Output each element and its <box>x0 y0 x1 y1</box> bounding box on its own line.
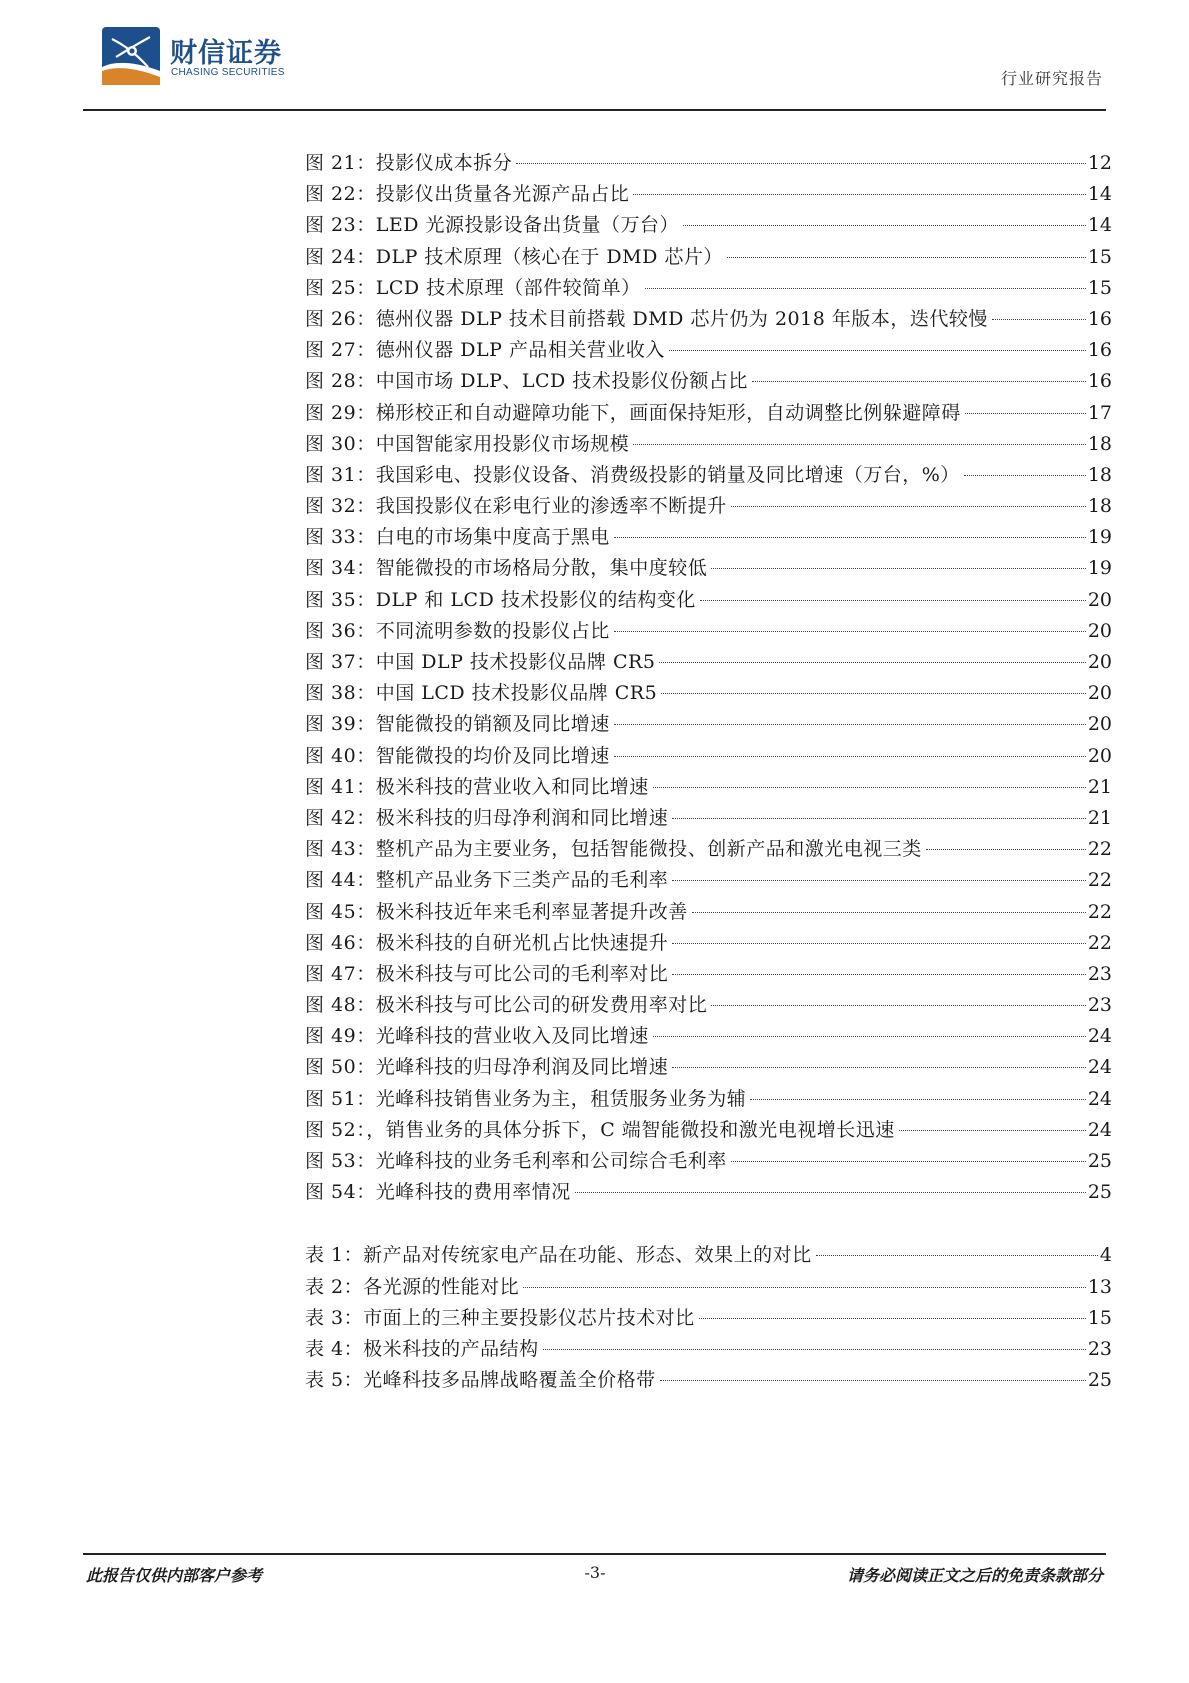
dot-leader <box>516 163 1086 164</box>
table-toc-entry[interactable] <box>305 1272 1112 1303</box>
toc-entry-label: 图 30：中国智能家用投影仪市场规模 <box>305 432 630 455</box>
dot-leader <box>899 1130 1086 1131</box>
dot-leader <box>683 225 1086 226</box>
toc-entry-label: 表 4：极米科技的产品结构 <box>305 1337 539 1360</box>
table-index <box>305 1240 1112 1396</box>
toc-entry-label: 图 32：我国投影仪在彩电行业的渗透率不断提升 <box>305 495 727 518</box>
dot-leader <box>672 943 1086 944</box>
figure-toc-entry[interactable] <box>305 1115 1112 1146</box>
figure-toc-entry[interactable] <box>305 678 1112 709</box>
figure-toc-entry[interactable] <box>305 179 1112 210</box>
figure-toc-entry[interactable] <box>305 304 1112 335</box>
toc-entry-label: 表 2：各光源的性能对比 <box>305 1275 520 1298</box>
toc-entry-page: 16 <box>1087 339 1112 362</box>
toc-entry-page: 15 <box>1087 245 1112 268</box>
footer-disclaimer-left: 此报告仅供内部客户参考 <box>86 1566 263 1585</box>
toc-entry-page: 16 <box>1087 370 1112 393</box>
figure-toc-entry[interactable] <box>305 834 1112 865</box>
toc-entry-page: 4 <box>1099 1244 1112 1267</box>
dot-leader <box>699 1318 1086 1319</box>
figure-toc-entry[interactable] <box>305 429 1112 460</box>
toc-entry-page: 24 <box>1087 1118 1112 1141</box>
dot-leader <box>672 1067 1086 1068</box>
toc-entry-label: 图 31：我国彩电、投影仪设备、消费级投影的销量及同比增速（万台，%） <box>305 463 960 486</box>
dot-leader <box>731 506 1086 507</box>
figure-toc-entry[interactable] <box>305 928 1112 959</box>
toc-entry-page: 17 <box>1087 401 1112 424</box>
footer-disclaimer-right: 请务必阅读正文之后的免责条款部分 <box>846 1566 1103 1585</box>
toc-entry-page: 24 <box>1087 1087 1112 1110</box>
figure-toc-entry[interactable] <box>305 460 1112 491</box>
brand-logo <box>102 27 302 87</box>
toc-entry-label: 图 45：极米科技近年来毛利率显著提升改善 <box>305 900 688 923</box>
dot-leader <box>659 662 1085 663</box>
toc-entry-label: 图 48：极米科技与可比公司的研发费用率对比 <box>305 994 708 1017</box>
toc-entry-page: 23 <box>1087 962 1112 985</box>
figure-toc-entry[interactable] <box>305 366 1112 397</box>
toc-entry-page: 20 <box>1087 651 1112 673</box>
dot-leader <box>965 413 1086 414</box>
toc-entry-label: 图 42：极米科技的归母净利润和同比增速 <box>305 806 669 829</box>
figure-toc-entry[interactable] <box>305 741 1112 772</box>
toc-entry-label: 图 49：光峰科技的营业收入及同比增速 <box>305 1025 649 1048</box>
figure-toc-entry[interactable] <box>305 148 1112 179</box>
dot-leader <box>926 849 1086 850</box>
toc-entry-label: 图 24：DLP 技术原理（核心在于 DMD 芯片） <box>305 245 723 268</box>
toc-entry-page: 15 <box>1087 1306 1112 1329</box>
figure-toc-entry[interactable] <box>305 1146 1112 1177</box>
dot-leader <box>711 1005 1086 1006</box>
toc-entry-page: 18 <box>1087 463 1112 486</box>
toc-entry-page: 14 <box>1087 214 1112 237</box>
toc-entry-page: 24 <box>1087 1056 1112 1079</box>
section-gap <box>305 1208 1112 1240</box>
table-toc-entry[interactable] <box>305 1303 1112 1334</box>
footer-divider <box>83 1553 1106 1555</box>
dot-leader <box>653 1036 1086 1037</box>
figure-toc-entry[interactable] <box>305 242 1112 273</box>
brand-name-cn: 财信证券 <box>170 38 282 69</box>
table-toc-entry[interactable] <box>305 1334 1112 1365</box>
dot-leader <box>700 600 1086 601</box>
toc-entry-page: 19 <box>1087 557 1112 580</box>
toc-entry-label: 表 1：新产品对传统家电产品在功能、形态、效果上的对比 <box>305 1244 812 1267</box>
dot-leader <box>523 1287 1086 1288</box>
toc-entry-label: 图 28：中国市场 DLP、LCD 技术投影仪份额占比 <box>305 370 748 393</box>
toc-entry-label: 图 38：中国 LCD 技术投影仪品牌 CR5 <box>305 682 658 705</box>
table-toc-entry[interactable] <box>305 1365 1112 1396</box>
figure-toc-entry[interactable] <box>305 398 1112 429</box>
toc-entry-label: 图 52：，销售业务的具体分拆下，C 端智能微投和激光电视增长迅速 <box>305 1118 895 1141</box>
dot-leader <box>653 787 1086 788</box>
toc-entry-page: 21 <box>1087 775 1112 798</box>
figure-toc-entry[interactable] <box>305 210 1112 241</box>
toc-entry-label: 表 3：市面上的三种主要投影仪芯片技术对比 <box>305 1306 695 1329</box>
figure-toc-entry[interactable] <box>305 990 1112 1021</box>
toc-entry-page: 18 <box>1087 495 1112 518</box>
figure-toc-entry[interactable] <box>305 803 1112 834</box>
toc-entry-page: 22 <box>1087 869 1112 892</box>
toc-entry-page: 22 <box>1087 838 1112 861</box>
chasing-securities-logo-icon <box>102 27 160 85</box>
toc-entry-page: 25 <box>1087 1369 1112 1392</box>
brand-name-en: CHASING SECURITIES <box>171 67 285 78</box>
toc-entry-label: 图 39：智能微投的销额及同比增速 <box>305 713 610 736</box>
dot-leader <box>672 974 1086 975</box>
toc-entry-label: 表 5：光峰科技多品牌战略覆盖全价格带 <box>305 1369 656 1392</box>
toc-entry-label: 图 36：不同流明参数的投影仪占比 <box>305 619 610 642</box>
dot-leader <box>731 1161 1086 1162</box>
figure-toc-entry[interactable] <box>305 1021 1112 1052</box>
page-header <box>0 0 1189 112</box>
toc-entry-label: 图 43：整机产品为主要业务，包括智能微投、创新产品和激光电视三类 <box>305 838 922 861</box>
dot-leader <box>727 257 1086 258</box>
figure-toc-entry[interactable] <box>305 335 1112 366</box>
toc-entry-label: 图 26：德州仪器 DLP 技术目前搭载 DMD 芯片仍为 2018 年版本，迭代较慢 <box>305 307 988 330</box>
dot-leader <box>750 1099 1086 1100</box>
dot-leader <box>614 756 1086 757</box>
figure-toc-entry[interactable] <box>305 647 1112 678</box>
figure-toc-entry[interactable] <box>305 273 1112 304</box>
toc-entry-label: 图 51：光峰科技销售业务为主，租赁服务业务为辅 <box>305 1087 747 1110</box>
dot-leader <box>669 350 1086 351</box>
toc-entry-label: 图 33：白电的市场集中度高于黑电 <box>305 526 610 549</box>
toc-entry-page: 16 <box>1087 307 1112 330</box>
toc-entry-page: 20 <box>1087 744 1112 767</box>
dot-leader <box>543 1349 1086 1350</box>
toc-entry-label: 图 35：DLP 和 LCD 技术投影仪的结构变化 <box>305 588 696 611</box>
dot-leader <box>614 724 1086 725</box>
toc-entry-page: 18 <box>1087 432 1112 455</box>
figure-index <box>305 148 1112 1208</box>
dot-leader <box>964 475 1086 476</box>
dot-leader <box>575 1192 1086 1193</box>
figure-toc-entry[interactable] <box>305 897 1112 928</box>
figure-toc-entry[interactable] <box>305 959 1112 990</box>
dot-leader <box>660 1380 1086 1381</box>
dot-leader <box>992 319 1086 320</box>
figure-toc-entry[interactable] <box>305 522 1112 553</box>
toc-entry-label: 图 25：LCD 技术原理（部件较简单） <box>305 276 641 299</box>
dot-leader <box>692 912 1086 913</box>
toc-entry-label: 图 37：中国 DLP 技术投影仪品牌 CR5 <box>305 651 656 673</box>
toc-entry-page: 23 <box>1087 1337 1112 1360</box>
dot-leader <box>614 537 1086 538</box>
toc-entry-page: 21 <box>1087 806 1112 829</box>
toc-entry-label: 图 53：光峰科技的业务毛利率和公司综合毛利率 <box>305 1150 727 1172</box>
dot-leader <box>614 631 1086 632</box>
table-toc-entry[interactable] <box>305 1240 1112 1271</box>
toc-entry-label: 图 41：极米科技的营业收入和同比增速 <box>305 775 649 798</box>
toc-entry-label: 图 54：光峰科技的费用率情况 <box>305 1181 571 1204</box>
report-type: 行业研究报告 <box>1000 69 1103 88</box>
toc-entry-page: 12 <box>1087 152 1112 174</box>
toc-entry-page: 25 <box>1087 1181 1112 1204</box>
figure-toc-entry[interactable] <box>305 553 1112 584</box>
toc-entry-page: 20 <box>1087 713 1112 736</box>
toc-entry-label: 图 44：整机产品业务下三类产品的毛利率 <box>305 869 669 892</box>
toc-entry-label: 图 40：智能微投的均价及同比增速 <box>305 744 610 767</box>
toc-entry-label: 图 21：投影仪成本拆分 <box>305 152 513 174</box>
figure-toc-entry[interactable] <box>305 585 1112 616</box>
toc-entry-page: 14 <box>1087 183 1112 206</box>
toc-entry-page: 20 <box>1087 682 1112 705</box>
figure-toc-entry[interactable] <box>305 1177 1112 1208</box>
toc-entry-label: 图 23：LED 光源投影设备出货量（万台） <box>305 214 679 237</box>
dot-leader <box>752 381 1086 382</box>
dot-leader <box>661 693 1086 694</box>
dot-leader <box>711 568 1086 569</box>
header-divider <box>83 109 1106 111</box>
toc-entry-label: 图 46：极米科技的自研光机占比快速提升 <box>305 931 669 954</box>
toc-entry-page: 22 <box>1087 900 1112 923</box>
toc-entry-label: 图 47：极米科技与可比公司的毛利率对比 <box>305 962 669 985</box>
figure-toc-entry[interactable] <box>305 1052 1112 1083</box>
toc-entry-page: 20 <box>1087 588 1112 611</box>
figure-toc-entry[interactable] <box>305 772 1112 803</box>
toc-entry-label: 图 29：梯形校正和自动避障功能下，画面保持矩形，自动调整比例躲避障碍 <box>305 401 961 424</box>
dot-leader <box>633 194 1086 195</box>
toc-entry-label: 图 34：智能微投的市场格局分散，集中度较低 <box>305 557 708 580</box>
toc-entry-page: 20 <box>1087 619 1112 642</box>
figure-toc-entry[interactable] <box>305 865 1112 896</box>
dot-leader <box>645 288 1086 289</box>
table-of-contents <box>305 148 1112 1396</box>
toc-entry-label: 图 22：投影仪出货量各光源产品占比 <box>305 183 630 206</box>
toc-entry-page: 19 <box>1087 526 1112 549</box>
figure-toc-entry[interactable] <box>305 616 1112 647</box>
toc-entry-page: 22 <box>1087 931 1112 954</box>
figure-toc-entry[interactable] <box>305 709 1112 740</box>
figure-toc-entry[interactable] <box>305 491 1112 522</box>
toc-entry-label: 图 27：德州仪器 DLP 产品相关营业收入 <box>305 339 665 362</box>
toc-entry-page: 24 <box>1087 1025 1112 1048</box>
page-number: -3- <box>584 1563 606 1582</box>
toc-entry-page: 25 <box>1087 1150 1112 1172</box>
dot-leader <box>672 818 1086 819</box>
figure-toc-entry[interactable] <box>305 1084 1112 1115</box>
dot-leader <box>633 444 1086 445</box>
toc-entry-page: 23 <box>1087 994 1112 1017</box>
toc-entry-label: 图 50：光峰科技的归母净利润及同比增速 <box>305 1056 669 1079</box>
toc-entry-page: 13 <box>1087 1275 1112 1298</box>
dot-leader <box>816 1255 1098 1256</box>
toc-entry-page: 15 <box>1087 276 1112 299</box>
dot-leader <box>672 880 1086 881</box>
